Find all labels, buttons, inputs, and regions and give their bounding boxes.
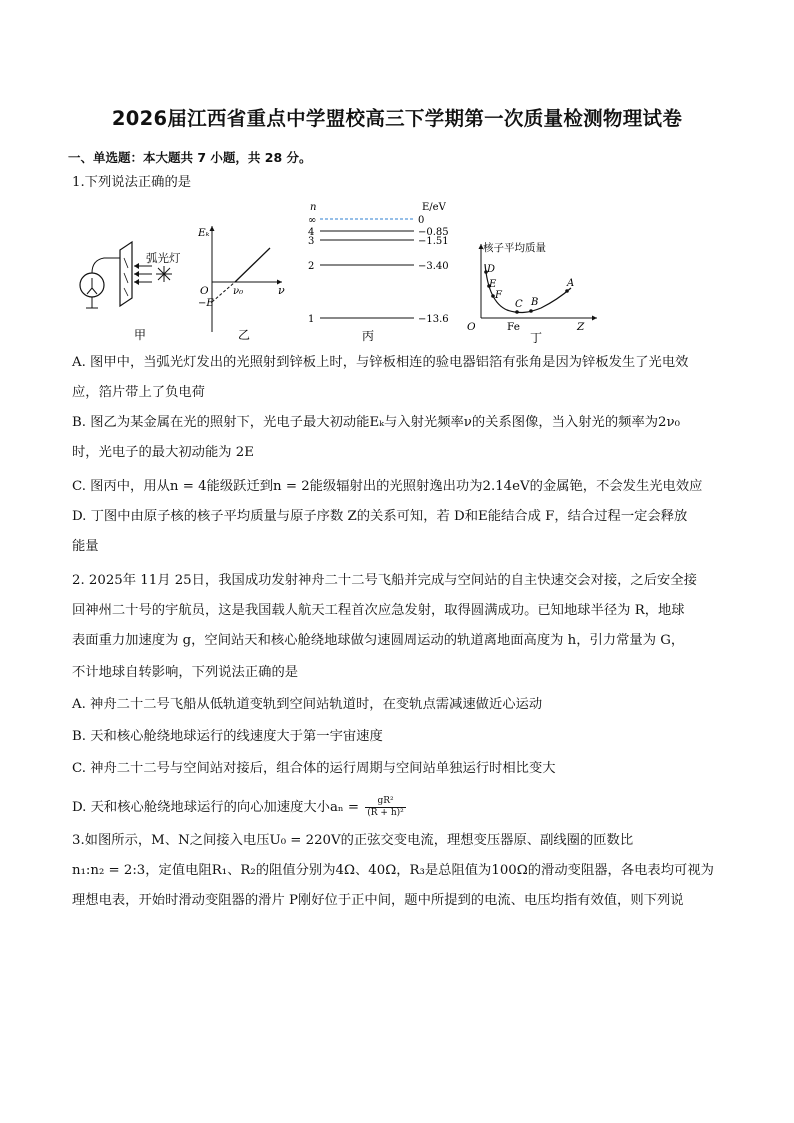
q1-figures bbox=[72, 198, 632, 348]
ding-point-a: A bbox=[567, 278, 575, 289]
q3-stem-line1: 3.如图所示，M、N之间接入电压U₀ = 220V的正弦交变电流，理想变压器原、副线圈的匝数比 bbox=[72, 833, 634, 848]
q2-option-d bbox=[72, 796, 406, 819]
energy-levels bbox=[308, 215, 449, 325]
arc-lamp-icon bbox=[156, 266, 172, 282]
q2-option-d-fraction bbox=[365, 796, 405, 819]
ding-fe: Fe bbox=[507, 321, 520, 333]
q1-option-a-line1: A. 图甲中，当弧光灯发出的光照射到锌板上时，与锌板相连的验电器铝箔有张角是因为锌板发生了光电效 bbox=[72, 355, 689, 370]
q2-stem-line1: 2. 2025年 11月 25日，我国成功发射神舟二十二号飞船并完成与空间站的自主快速交会对接，之后安全接 bbox=[72, 573, 697, 588]
yi-x-label: ν bbox=[278, 284, 285, 297]
fraction-numerator: gR² bbox=[365, 796, 405, 808]
q2-stem-line3: 表面重力加速度为 g，空间站天和核心舱绕地球做匀速圆周运动的轨道离地面高度为 h，引力常量为 G， bbox=[72, 633, 685, 648]
fraction-denominator: (R + h)² bbox=[367, 808, 404, 818]
figure-ding bbox=[467, 238, 602, 348]
ding-x-label: Z bbox=[577, 321, 585, 333]
yi-origin: O bbox=[200, 285, 209, 297]
energy-level-n: 4 bbox=[308, 227, 315, 238]
q1-option-d-line1: D. 丁图中由原子核的核子平均质量与原子序数 Z的关系可知，若 D和E能结合成 F，结合过程一定会释放 bbox=[72, 509, 688, 524]
ding-point-b: B bbox=[531, 297, 539, 308]
energy-level-n: 2 bbox=[308, 261, 315, 272]
arc-lamp-label: 弧光灯 bbox=[146, 251, 181, 265]
energy-level-n: ∞ bbox=[308, 215, 317, 226]
figure-yi bbox=[198, 222, 288, 348]
yi-nu0: ν₀ bbox=[233, 286, 244, 297]
energy-level-n: 3 bbox=[308, 236, 315, 247]
q3-stem-line3: 理想电表，开始时滑动变阻器的滑片 P刚好位于正中间，题中所提到的电流、电压均指有效值，则下列说 bbox=[72, 893, 684, 908]
section-heading: 一、单选题：本大题共 7 小题，共 28 分。 bbox=[68, 150, 312, 165]
ding-origin: O bbox=[467, 321, 476, 333]
q3-stem-line2: n₁:n₂ = 2:3，定值电阻R₁、R₂的阻值分别为4Ω、40Ω，R₃是总阻值为100Ω的滑动变阻器，各电表均可视为 bbox=[72, 863, 714, 878]
ding-point-d: D bbox=[487, 264, 496, 275]
q1-option-b-line2: 时，光电子的最大初动能为 2E bbox=[72, 445, 254, 460]
energy-level-e: 0 bbox=[418, 215, 425, 226]
caption-yi: 乙 bbox=[238, 328, 251, 342]
caption-jia: 甲 bbox=[134, 328, 147, 342]
energy-level-e: −3.40 bbox=[418, 261, 449, 272]
bing-n-label: n bbox=[310, 202, 317, 213]
q1-option-d-line2: 能量 bbox=[72, 539, 99, 554]
ding-point-e: E bbox=[489, 279, 497, 290]
zinc-plate-icon bbox=[120, 242, 132, 306]
page-title: 2026届江西省重点中学盟校高三下学期第一次质量检测物理试卷 bbox=[111, 107, 683, 130]
bing-e-label: E/eV bbox=[422, 202, 446, 213]
q1-option-a-line2: 应，箔片带上了负电荷 bbox=[72, 385, 205, 400]
yi-y-label: Eₖ bbox=[198, 227, 210, 239]
energy-level-n: 1 bbox=[308, 314, 315, 325]
q2-stem-line2: 回神州二十号的宇航员，这是我国载人航天工程首次应急发射，取得圆满成功。已知地球半径为 R，地球 bbox=[72, 603, 685, 618]
q1-option-b-line1: B. 图乙为某金属在光的照射下，光电子最大初动能Eₖ与入射光频率ν的关系图像，当入射光的频率为2ν₀ bbox=[72, 415, 680, 430]
q1-option-c: C. 图丙中，用从n = 4能级跃迁到n = 2能级辐射出的光照射逸出功为2.14eV的金属铯，不会发生光电效应 bbox=[72, 479, 703, 494]
q2-option-d-prefix: D. 天和核心舱绕地球运行的向心加速度大小aₙ = bbox=[72, 800, 360, 815]
ding-point-c: C bbox=[515, 299, 523, 310]
energy-level-e: −0.85 bbox=[418, 227, 449, 238]
energy-level-e: −1.51 bbox=[418, 236, 449, 247]
q2-option-b: B. 天和核心舱绕地球运行的线速度大于第一宇宙速度 bbox=[72, 729, 383, 744]
energy-level-e: −13.6 bbox=[418, 314, 449, 325]
figure-bing bbox=[302, 200, 462, 348]
q2-option-a: A. 神舟二十二号飞船从低轨道变轨到空间站轨道时，在变轨点需减速做近心运动 bbox=[72, 697, 543, 712]
q2-option-c: C. 神舟二十二号与空间站对接后，组合体的运行周期与空间站单独运行时相比变大 bbox=[72, 761, 556, 776]
q1-stem: 1.下列说法正确的是 bbox=[72, 175, 192, 190]
caption-bing: 丙 bbox=[362, 329, 375, 343]
q2-stem-line4: 不计地球自转影响，下列说法正确的是 bbox=[72, 665, 299, 680]
caption-ding: 丁 bbox=[530, 331, 543, 345]
yi-neg-e: −E bbox=[198, 298, 214, 309]
ding-point-f: F bbox=[495, 290, 502, 301]
ding-y-label: 核子平均质量 bbox=[483, 242, 546, 254]
